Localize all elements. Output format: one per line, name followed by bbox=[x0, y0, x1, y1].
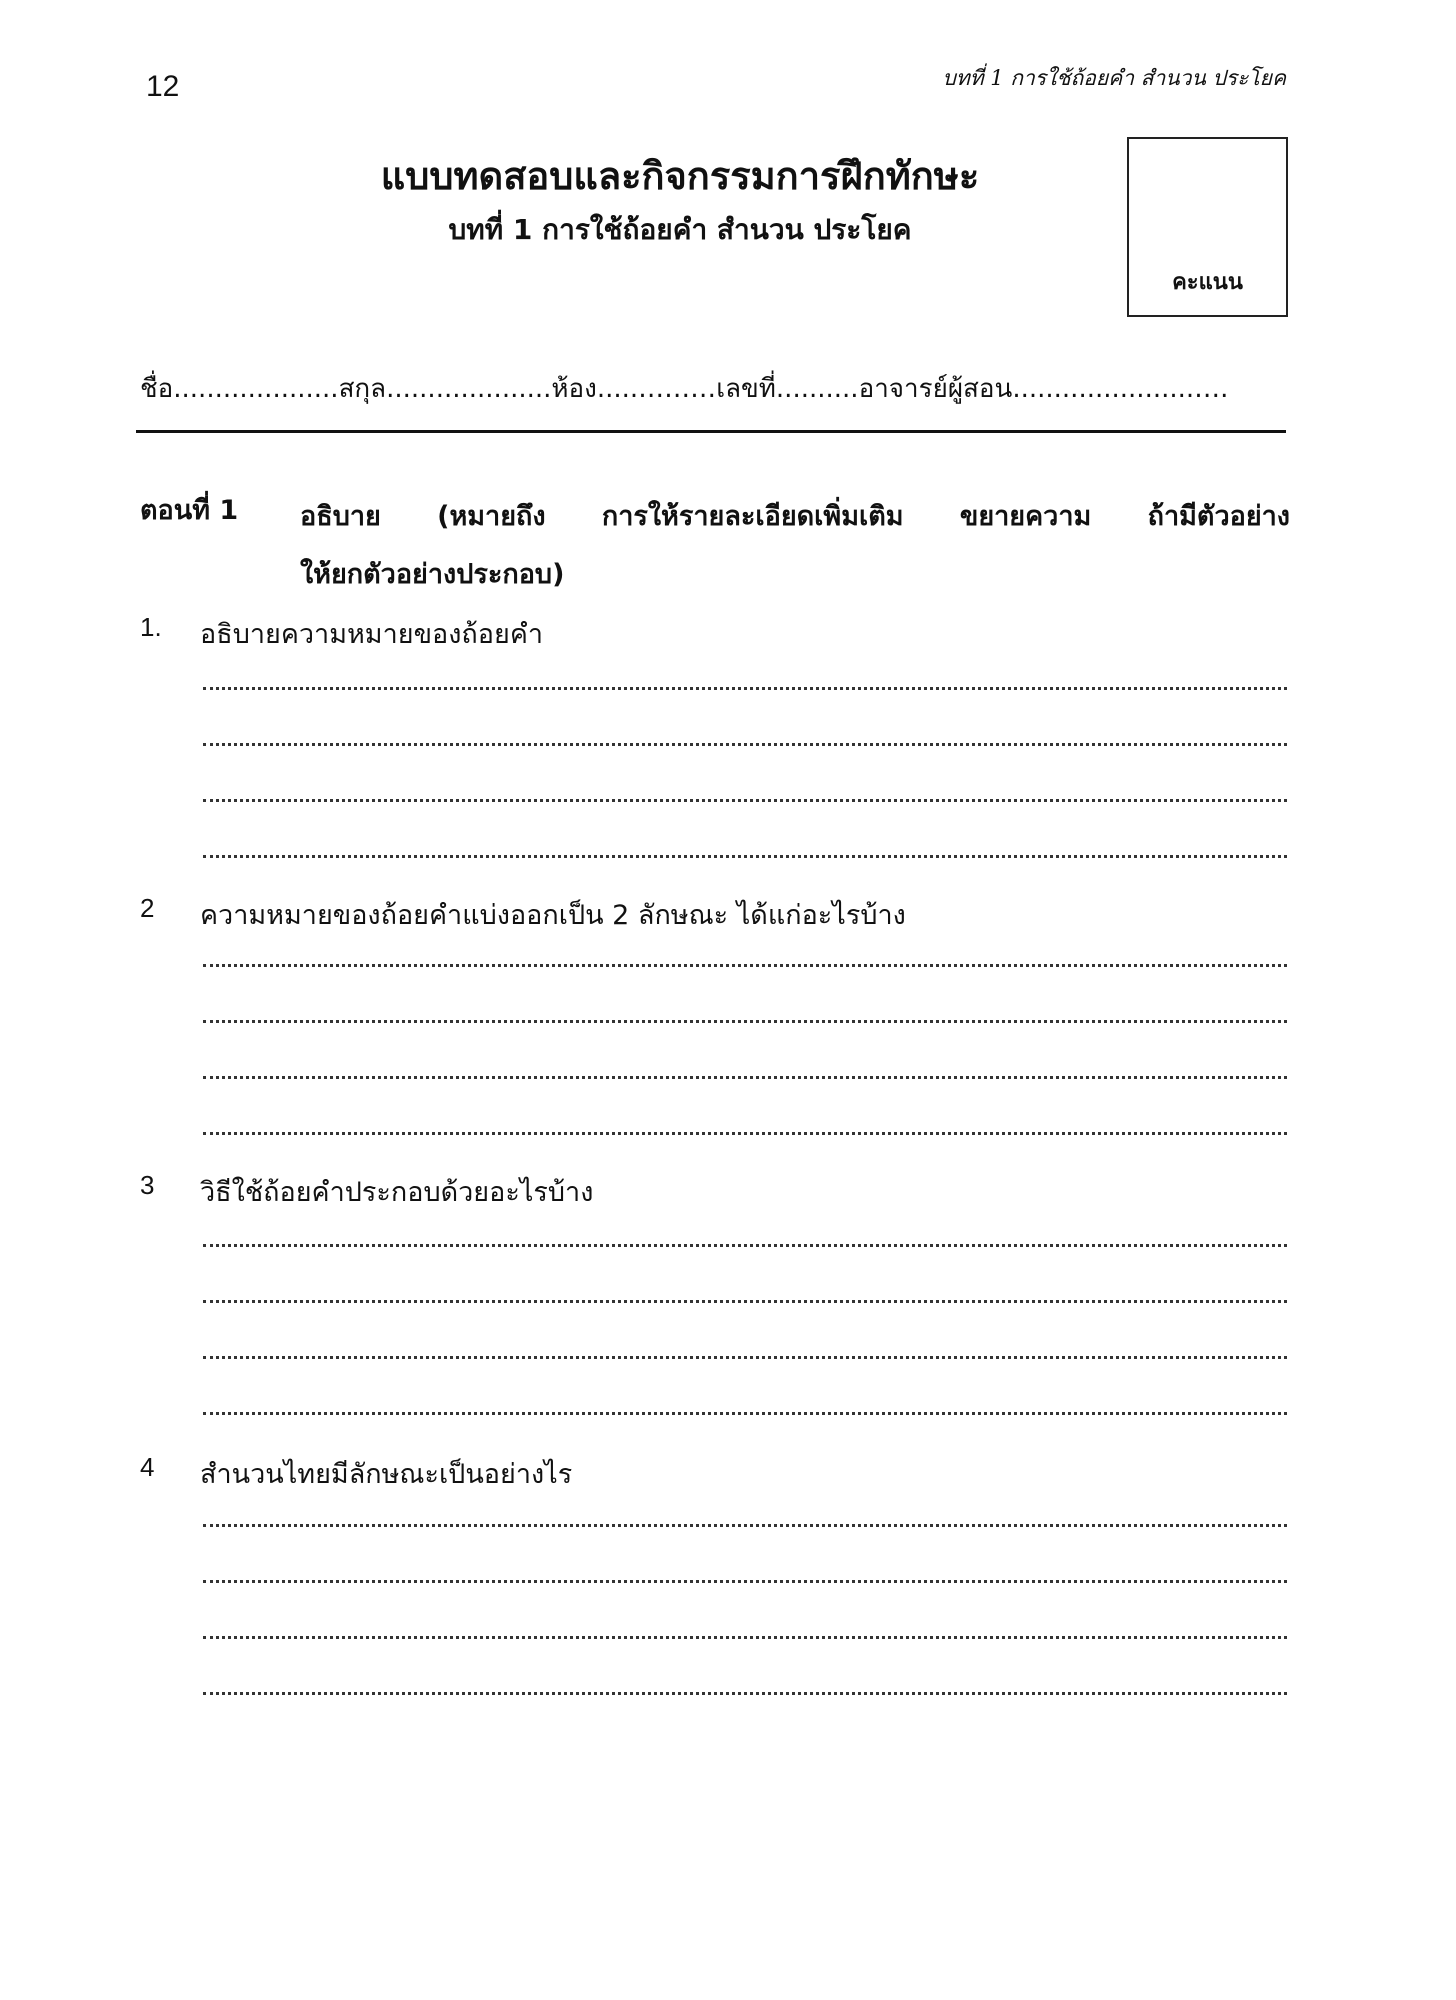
page-number: 12 bbox=[146, 70, 180, 103]
page-title: แบบทดสอบและกิจกรรมการฝึกทักษะ bbox=[380, 154, 980, 198]
name-field[interactable]: .................... bbox=[173, 374, 339, 404]
answer-line[interactable] bbox=[203, 1522, 1287, 1527]
question-text: วิธีใช้ถ้อยคำประกอบด้วยอะไรบ้าง bbox=[200, 1177, 594, 1208]
answer-line[interactable] bbox=[203, 1130, 1287, 1135]
answer-line[interactable] bbox=[203, 1634, 1287, 1639]
answer-line[interactable] bbox=[203, 1354, 1287, 1359]
answer-line[interactable] bbox=[203, 1018, 1287, 1023]
question-number: 4 bbox=[140, 1452, 155, 1482]
divider bbox=[136, 430, 1286, 433]
teacher-field[interactable]: ......................…. bbox=[1012, 374, 1229, 404]
title-block bbox=[180, 150, 1180, 250]
answer-line[interactable] bbox=[203, 853, 1287, 858]
answer-line[interactable] bbox=[203, 1410, 1287, 1415]
name-label: ชื่อ bbox=[140, 374, 174, 404]
answer-line[interactable] bbox=[203, 1690, 1287, 1695]
part-label: ตอนที่ 1 bbox=[140, 495, 239, 526]
question-text: ความหมายของถ้อยคำแบ่งออกเป็น 2 ลักษณะ ได้แก่อะไรบ้าง bbox=[200, 900, 906, 931]
number-field[interactable]: .......... bbox=[775, 374, 859, 404]
running-header: บทที่ 1 การใช้ถ้อยคำ สำนวน ประโยค bbox=[942, 66, 1286, 90]
part-instruction-line2: ให้ยกตัวอย่างประกอบ) bbox=[300, 559, 565, 590]
answer-line[interactable] bbox=[203, 1578, 1287, 1583]
question-number: 2 bbox=[140, 893, 155, 923]
student-info-row bbox=[140, 368, 1228, 409]
answer-line[interactable] bbox=[203, 962, 1287, 967]
score-box bbox=[1127, 137, 1288, 317]
question-number: 1. bbox=[140, 612, 162, 642]
answer-line[interactable] bbox=[203, 685, 1287, 690]
room-field[interactable]: .....……… bbox=[596, 374, 717, 404]
answer-line[interactable] bbox=[203, 797, 1287, 802]
answer-line[interactable] bbox=[203, 1074, 1287, 1079]
number-label: เลขที่ bbox=[716, 374, 776, 404]
surname-field[interactable]: .................... bbox=[386, 374, 552, 404]
part-instruction-line1: อธิบาย (หมายถึง การให้รายละเอียดเพิ่มเติม ขยายความ ถ้ามีตัวอย่าง bbox=[300, 501, 1290, 532]
teacher-label: อาจารย์ผู้สอน bbox=[858, 374, 1013, 404]
answer-line[interactable] bbox=[203, 1242, 1287, 1247]
room-label: ห้อง bbox=[551, 374, 597, 404]
page-subtitle: บทที่ 1 การใช้ถ้อยคำ สำนวน ประโยค bbox=[448, 213, 912, 246]
score-label: คะแนน bbox=[1172, 270, 1243, 295]
answer-line[interactable] bbox=[203, 741, 1287, 746]
question-text: สำนวนไทยมีลักษณะเป็นอย่างไร bbox=[200, 1459, 573, 1490]
part-instruction bbox=[300, 488, 1290, 604]
surname-label: สกุล bbox=[338, 374, 387, 404]
question-number: 3 bbox=[140, 1170, 155, 1200]
answer-line[interactable] bbox=[203, 1298, 1287, 1303]
question-text: อธิบายความหมายของถ้อยคำ bbox=[200, 619, 544, 650]
